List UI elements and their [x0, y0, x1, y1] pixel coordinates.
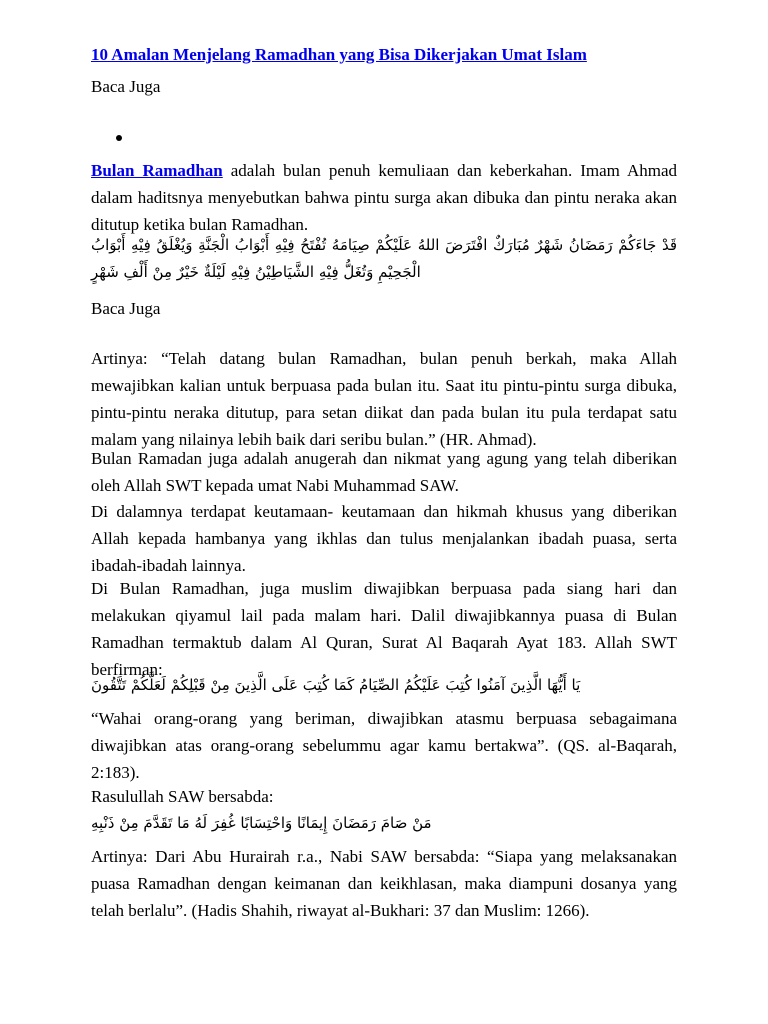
- bulan-ramadhan-link[interactable]: Bulan Ramadhan: [91, 161, 223, 180]
- article-title-link[interactable]: 10 Amalan Menjelang Ramadhan yang Bisa Dikerjakan Umat Islam: [91, 45, 587, 64]
- arabic-albaqarah-183: يَا أَيُّهَا الَّذِينَ آمَنُوا كُتِبَ عَلَيْكُمُ الصِّيَامُ كَمَا كُتِبَ عَلَى الَّذِينَ مِنْ قَبْلِكُمْ لَعَلَّكُمْ تَتَّقُونَ: [91, 676, 581, 694]
- paragraph-translation-hadith-ramadhan: Artinya: “Telah datang bulan Ramadhan, bulan penuh berkah, maka Allah mewajibkan kalian untuk berpuasa pada bulan itu. Saat itu pintu-pintu surga dibuka, pintu-pintu neraka ditutup, para setan diikat dan pada bulan itu pula terdapat satu malam yang nilainya lebih baik dari seribu bulan.” (HR. Ahmad).: [91, 349, 677, 449]
- paragraph-intro: [91, 157, 677, 238]
- arabic-hadith-ramadhan: قَدْ جَاءَكُمْ رَمَضَانُ شَهْرٌ مُبَارَكٌ افْتَرَضَ اللهُ عَلَيْكُمْ صِيَامَهُ تُفْتَحُ فِيْهِ أَبْوَابُ الْجَنَّةِ وَيُغْلَقُ فِيْهِ أَبْوَابُ الْجَحِيْمِ وَتُغَلُّ فِيْهِ الشَّيَاطِيْنُ فِيْهِ لَيْلَةٌ خَيْرٌ مِنْ أَلْفِ شَهْرٍ: [91, 236, 677, 281]
- paragraph-intro-text: adalah bulan penuh kemuliaan dan keberkahan. Imam Ahmad dalam haditsnya menyebutkan bahwa pintu surga akan dibuka dan pintu neraka akan ditutup ketika bulan Ramadhan.: [91, 161, 677, 234]
- paragraph-translation-hadith-shaum: Artinya: Dari Abu Hurairah r.a., Nabi SAW bersabda: “Siapa yang melaksanakan puasa Ramadhan dengan keimanan dan keikhlasan, maka diampuni dosanya yang telah berlalu”. (Hadis Shahih, riwayat al-Bukhari: 37 dan Muslim: 1266).: [91, 847, 677, 920]
- read-also-label-2: Baca Juga: [91, 299, 161, 318]
- rasulullah-bersabda-label: Rasulullah SAW bersabda:: [91, 787, 274, 806]
- read-also-label-1: Baca Juga: [91, 77, 161, 96]
- bullet-icon: [116, 135, 122, 141]
- paragraph-keutamaan: Di dalamnya terdapat keutamaan- keutamaan dan hikmah khusus yang diberikan Allah kepada hambanya yang ikhlas dan tulus menjalankan ibadah puasa, serta ibadah-ibadah lainnya.: [91, 502, 677, 575]
- paragraph-translation-albaqarah: “Wahai orang-orang yang beriman, diwajibkan atasmu berpuasa sebagaimana diwajibkan atas orang-orang sebelummu agar kamu bertakwa”. (QS. al-Baqarah, 2:183).: [91, 709, 677, 782]
- arabic-hadith-shaum: مَنْ صَامَ رَمَضَانَ إِيمَانًا وَاحْتِسَابًا غُفِرَ لَهُ مَا تَقَدَّمَ مِنْ ذَنْبِهِ: [91, 814, 432, 832]
- paragraph-anugerah: Bulan Ramadan juga adalah anugerah dan nikmat yang agung yang telah diberikan oleh Allah SWT kepada umat Nabi Muhammad SAW.: [91, 449, 677, 495]
- paragraph-dalil-puasa: Di Bulan Ramadhan, juga muslim diwajibkan berpuasa pada siang hari dan melakukan qiyamul lail pada malam hari. Dalil diwajibkannya puasa di Bulan Ramadhan termaktub dalam Al Quran, Surat Al Baqarah Ayat 183. Allah SWT berfirman:: [91, 579, 677, 679]
